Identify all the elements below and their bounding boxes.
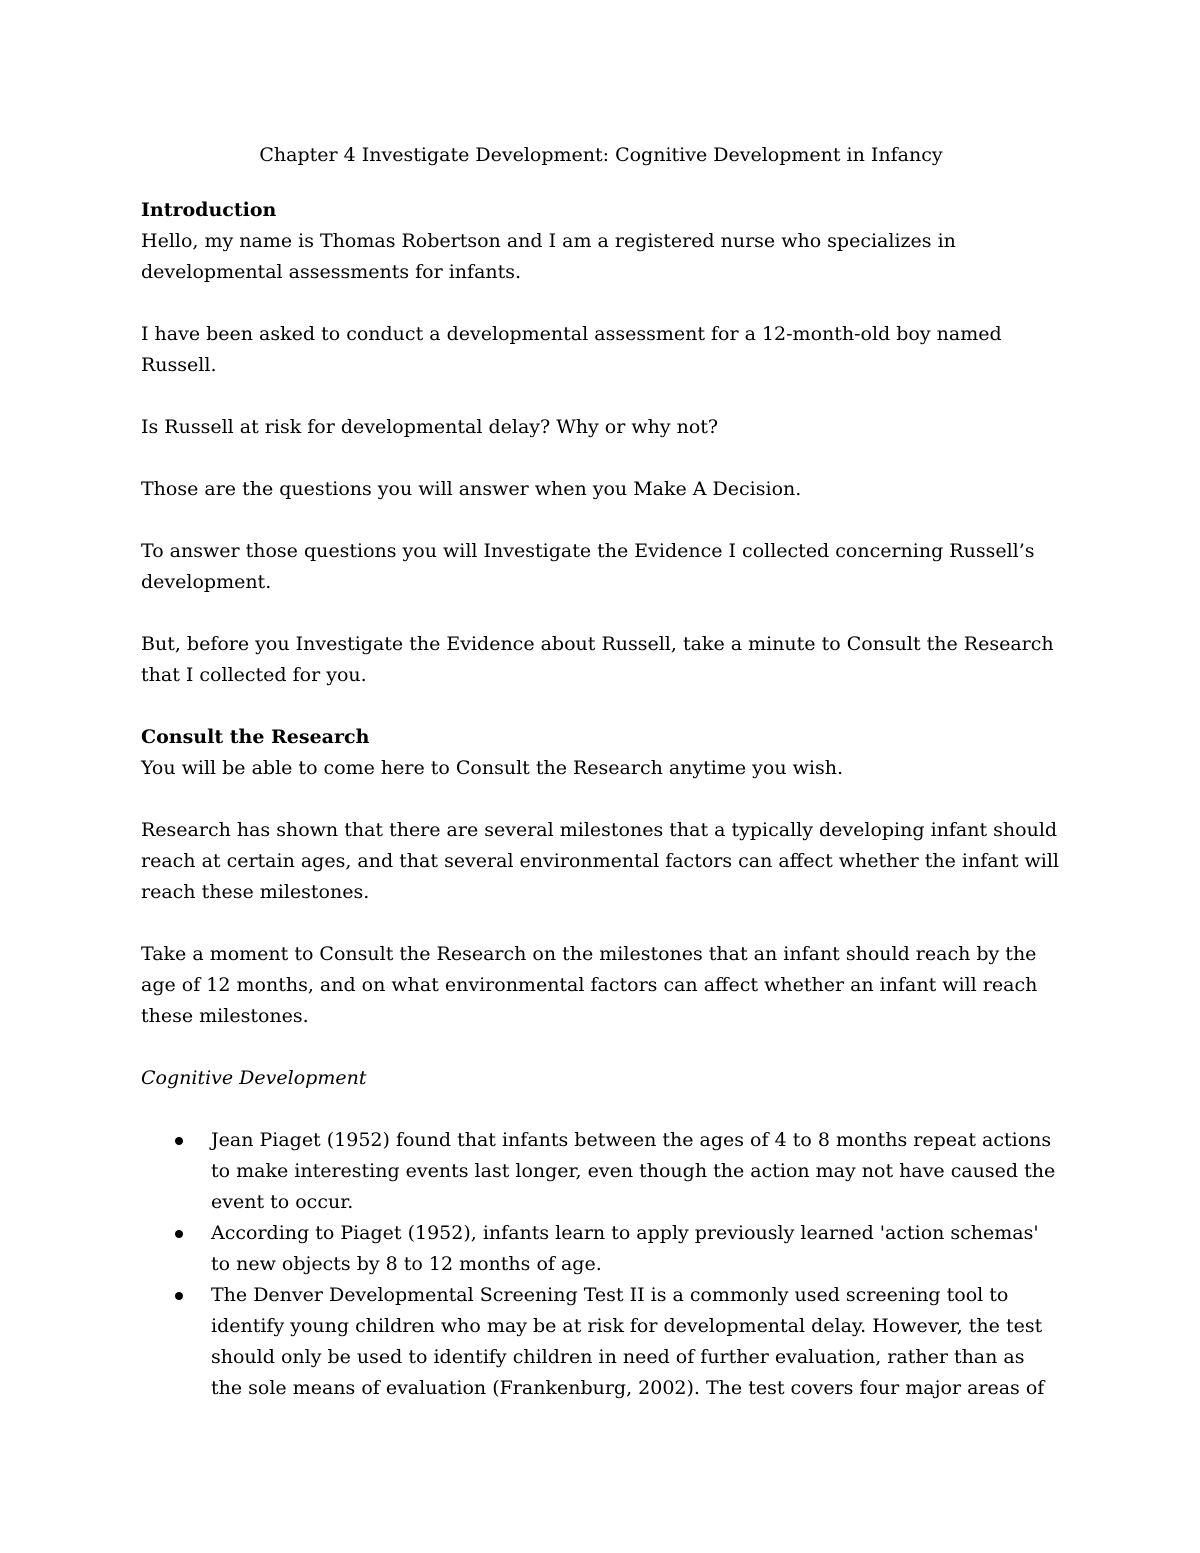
cognitive-development-subheading: Cognitive Development (141, 1067, 367, 1089)
list-item-text: The Denver Developmental Screening Test II is a commonly used screening tool to identify young children who may be at risk for developmental delay. However, the test should only be used to identify children in need of further evaluation, rather than as the sole means of evaluation (Frankenburg, 2002). The test covers four major areas of (211, 1284, 1045, 1399)
intro-paragraph: But, before you Investigate the Evidence about Russell, take a minute to Consult the Research that I collected for you. (141, 633, 1054, 686)
bullet-icon (175, 1230, 183, 1238)
list-item (141, 1125, 1061, 1218)
consult-paragraph: You will be able to come here to Consult the Research anytime you wish. (141, 757, 843, 779)
bullet-icon (175, 1292, 183, 1300)
consult-paragraph: Take a moment to Consult the Research on the milestones that an infant should reach by the age of 12 months, and on what environmental factors can affect whether an infant will reach these milestones. (141, 943, 1038, 1027)
intro-paragraph: Is Russell at risk for developmental delay? Why or why not? (141, 416, 719, 438)
list-item-text: Jean Piaget (1952) found that infants between the ages of 4 to 8 months repeat actions to make interesting events last longer, even though the action may not have caused the event to occur. (211, 1129, 1056, 1213)
intro-paragraph: Those are the questions you will answer when you Make A Decision. (141, 478, 802, 500)
document-title: Chapter 4 Investigate Development: Cognitive Development in Infancy (259, 144, 943, 166)
cognitive-bullet-list (141, 1125, 1061, 1404)
list-item (141, 1218, 1061, 1280)
list-item-text: According to Piaget (1952), infants learn to apply previously learned 'action schemas' to new objects by 8 to 12 months of age. (211, 1222, 1039, 1275)
intro-paragraph: Hello, my name is Thomas Robertson and I am a registered nurse who specializes in developmental assessments for infants. (141, 230, 956, 283)
bullet-icon (175, 1137, 183, 1145)
document-content (141, 140, 1061, 1404)
consult-research-heading: Consult the Research (141, 726, 370, 748)
list-item (141, 1280, 1061, 1404)
intro-paragraph: To answer those questions you will Investigate the Evidence I collected concerning Russell’s development. (141, 540, 1035, 593)
introduction-heading: Introduction (141, 199, 277, 221)
intro-paragraph: I have been asked to conduct a developmental assessment for a 12-month-old boy named Russell. (141, 323, 1002, 376)
consult-paragraph: Research has shown that there are several milestones that a typically developing infant should reach at certain ages, and that several environmental factors can affect whether the infant will reach these milestones. (141, 819, 1059, 903)
